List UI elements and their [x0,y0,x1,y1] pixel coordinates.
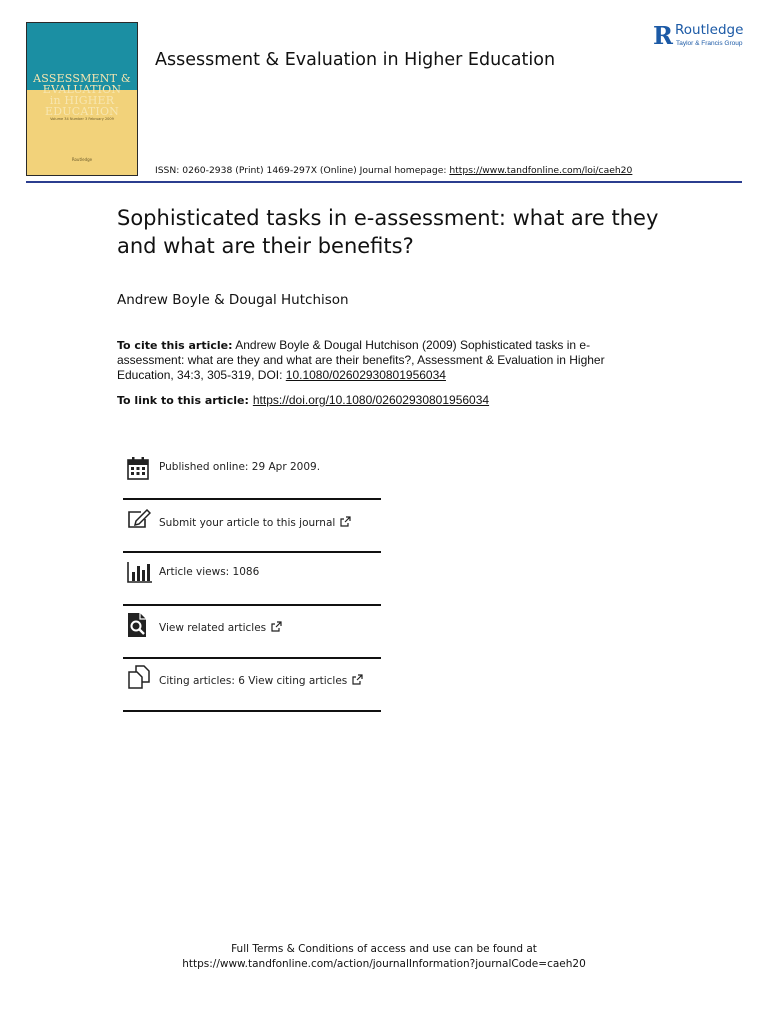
external-link-icon [271,621,282,635]
article-authors: Andrew Boyle & Dougal Hutchison [117,292,349,308]
citing-articles-link[interactable] [159,674,363,688]
info-divider [123,710,381,712]
cover-title-line-3: in HIGHER [49,94,115,107]
footer-terms [0,942,768,972]
article-views-row [123,560,381,590]
related-articles-link[interactable] [159,621,282,635]
submit-article-label: Submit your article to this journal [159,517,336,529]
journal-cover [26,22,138,176]
copy-documents-icon [127,665,151,692]
routledge-r-icon: R [653,21,673,50]
publisher-group: Taylor & Francis Group [676,40,743,47]
related-articles-label: View related articles [159,622,267,634]
cover-title-line-1: ASSESSMENT & [33,72,131,85]
publisher-name: Routledge [675,22,744,38]
cover-subtitle: Volume 34 Number 3 February 2009 [50,117,114,121]
external-link-icon [352,674,363,688]
submit-article-row[interactable] [123,507,381,537]
header-divider [26,181,742,183]
article-views-count: Article views: 1086 [159,566,260,578]
citation-block [117,338,637,383]
cover-title [27,73,137,117]
info-divider [123,657,381,659]
article-title: Sophisticated tasks in e-assessment: what are they and what are their benefits? [117,206,659,258]
cover-title-line-4: EDUCATION [44,105,119,118]
footer-line-1: Full Terms & Conditions of access and use can be found at [231,943,537,955]
bar-chart-icon [127,561,153,586]
cite-text: Andrew Boyle & Dougal Hutchison (2009) Sophisticated tasks in e-assessment: what are they and what are their benefits?, Assessment & Evaluation in Higher Education, 34:3, 305-319, DOI: [117,338,605,382]
calendar-icon [127,456,149,483]
article-link-block [117,393,489,407]
publisher-logo [653,22,753,52]
document-search-icon [127,612,149,641]
link-label: To link to this article: [117,394,249,407]
citing-articles-label: Citing articles: 6 View citing articles [159,675,348,687]
journal-name: Assessment & Evaluation in Higher Education [155,50,556,70]
edit-icon [127,509,151,532]
info-divider [123,604,381,606]
info-divider [123,551,381,553]
info-divider [123,498,381,500]
journal-homepage-link[interactable]: https://www.tandfonline.com/loi/caeh20 [449,165,633,176]
cover-title-line-2: EVALUATION [42,83,122,96]
published-row [123,456,381,482]
submit-article-link[interactable] [159,516,351,530]
cover-publisher: Routledge [71,157,93,162]
issn-line [155,165,632,176]
doi-link[interactable]: 10.1080/02602930801956034 [285,368,446,382]
related-articles-row[interactable] [123,612,381,644]
citing-articles-row[interactable] [123,665,381,697]
external-link-icon [340,516,351,530]
published-date: Published online: 29 Apr 2009. [159,461,321,473]
footer-terms-link[interactable]: https://www.tandfonline.com/action/journalInformation?journalCode=caeh20 [182,958,586,970]
cite-label: To cite this article: [117,339,233,352]
article-doi-url[interactable]: https://doi.org/10.1080/02602930801956034 [252,393,490,407]
issn-text: ISSN: 0260-2938 (Print) 1469-297X (Online) Journal homepage: [155,165,450,176]
